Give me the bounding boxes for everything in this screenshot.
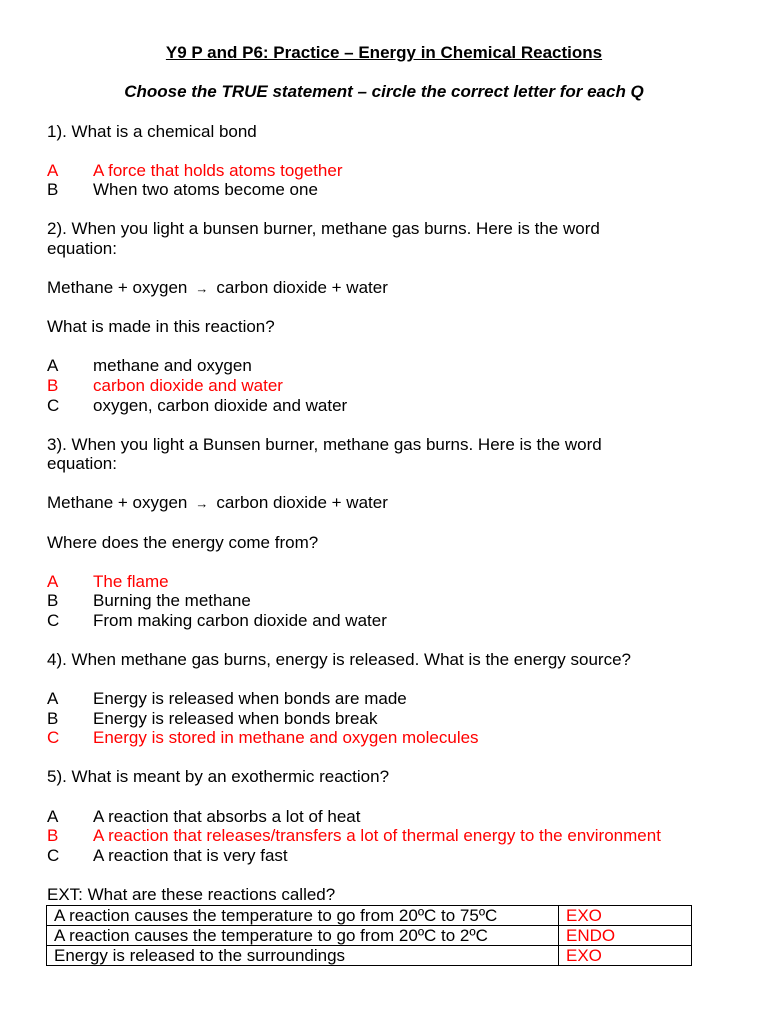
q3-option-c[interactable] (47, 611, 387, 631)
q3-sub-question: Where does the energy come from? (47, 533, 319, 552)
option-letter: B (47, 376, 59, 395)
option-letter: A (47, 807, 59, 826)
equation-left: Methane + oxygen (47, 278, 188, 297)
q2-option-b[interactable] (47, 376, 283, 396)
q5-option-c[interactable] (47, 846, 288, 866)
q3-word-equation (47, 493, 388, 514)
option-letter: A (47, 572, 59, 591)
option-text: Energy is stored in methane and oxygen molecules (93, 728, 479, 747)
ext-answer[interactable]: ENDO (559, 926, 692, 946)
option-text: Energy is released when bonds are made (93, 689, 407, 708)
option-text: A reaction that releases/transfers a lot of thermal energy to the environment (93, 826, 661, 845)
option-text: A reaction that is very fast (93, 846, 288, 865)
ext-table (46, 905, 692, 966)
option-letter: B (47, 180, 59, 199)
option-letter: B (47, 709, 59, 728)
ext-heading: EXT: What are these reactions called? (47, 885, 336, 904)
q1-option-a[interactable] (47, 161, 342, 181)
ext-description: A reaction causes the temperature to go from 20ºC to 2ºC (47, 926, 559, 946)
option-text: methane and oxygen (93, 356, 252, 375)
option-text: carbon dioxide and water (93, 376, 283, 395)
question-1: 1). What is a chemical bond (47, 122, 257, 141)
option-text: When two atoms become one (93, 180, 318, 199)
option-letter: C (47, 611, 60, 630)
table-row (47, 906, 692, 926)
instructions: Choose the TRUE statement – circle the correct letter for each Q (124, 82, 644, 101)
q5-option-b[interactable] (47, 826, 661, 846)
option-text: oxygen, carbon dioxide and water (93, 396, 348, 415)
q2-option-c[interactable] (47, 396, 347, 416)
option-text: A force that holds atoms together (93, 161, 343, 180)
equation-right: carbon dioxide + water (216, 493, 388, 512)
question-4: 4). When methane gas burns, energy is released. What is the energy source? (47, 650, 631, 669)
arrow-icon: → (195, 281, 209, 296)
option-letter: A (47, 161, 59, 180)
option-text: The flame (93, 572, 169, 591)
equation-left: Methane + oxygen (47, 493, 188, 512)
question-2-line-2: equation: (47, 239, 117, 258)
q4-option-c[interactable] (47, 728, 479, 748)
option-letter: C (47, 728, 60, 747)
ext-answer[interactable]: EXO (559, 946, 692, 966)
table-row (47, 926, 692, 946)
option-letter: C (47, 396, 60, 415)
q1-option-b[interactable] (47, 180, 318, 200)
q2-word-equation (47, 278, 388, 299)
table-row (47, 946, 692, 966)
option-letter: A (47, 689, 59, 708)
option-letter: C (47, 846, 60, 865)
question-3-line-2: equation: (47, 454, 117, 473)
option-text: From making carbon dioxide and water (93, 611, 387, 630)
question-3-line-1: 3). When you light a Bunsen burner, methane gas burns. Here is the word (47, 435, 602, 454)
q4-option-b[interactable] (47, 709, 377, 729)
question-5: 5). What is meant by an exothermic reaction? (47, 767, 390, 786)
q4-option-a[interactable] (47, 689, 407, 709)
q3-option-a[interactable] (47, 572, 169, 592)
option-text: Energy is released when bonds break (93, 709, 378, 728)
q5-option-a[interactable] (47, 807, 360, 827)
ext-answer[interactable]: EXO (559, 906, 692, 926)
q2-sub-question: What is made in this reaction? (47, 317, 275, 336)
option-letter: A (47, 356, 59, 375)
q3-option-b[interactable] (47, 591, 251, 611)
q2-option-a[interactable] (47, 356, 252, 376)
option-text: A reaction that absorbs a lot of heat (93, 807, 361, 826)
question-2-line-1: 2). When you light a bunsen burner, methane gas burns. Here is the word (47, 219, 600, 238)
option-letter: B (47, 591, 59, 610)
arrow-icon: → (195, 496, 209, 511)
option-letter: B (47, 826, 59, 845)
option-text: Burning the methane (93, 591, 251, 610)
ext-description: Energy is released to the surroundings (47, 946, 559, 966)
equation-right: carbon dioxide + water (216, 278, 388, 297)
page-title: Y9 P and P6: Practice – Energy in Chemical Reactions (165, 43, 603, 62)
ext-description: A reaction causes the temperature to go from 20ºC to 75ºC (47, 906, 559, 926)
